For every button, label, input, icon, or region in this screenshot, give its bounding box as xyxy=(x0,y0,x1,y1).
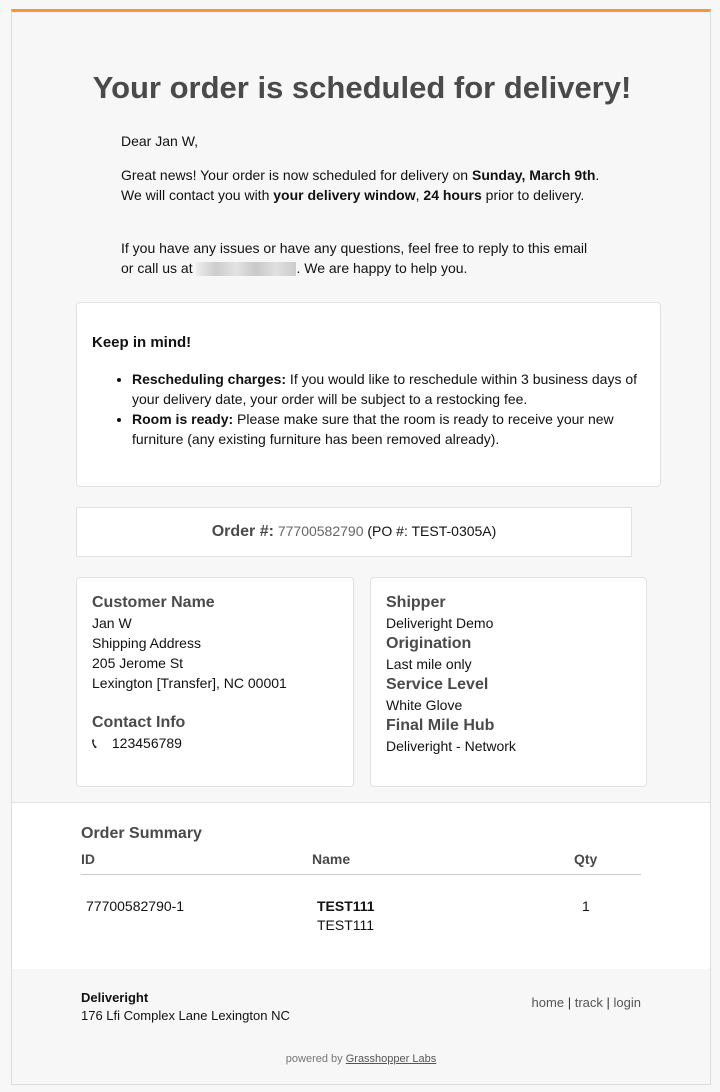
po-number: (PO #: TEST-0305A) xyxy=(367,523,497,539)
customer-name-label: Customer Name xyxy=(92,594,215,611)
header-id: ID xyxy=(81,851,95,867)
phone: 📞︎ 123456789 xyxy=(92,735,182,751)
order-summary xyxy=(12,802,710,969)
track-link[interactable]: track xyxy=(574,995,603,1010)
page-title: Your order is scheduled for delivery! xyxy=(92,70,632,105)
list-item: • Rescheduling charges: If you would like to reschedule within 3 business days of your delivery date, your order will be subject to a restocking fee. xyxy=(132,369,652,409)
row-qty: 1 xyxy=(582,898,590,914)
hub-label: Final Mile Hub xyxy=(386,717,495,734)
phone-icon: 📞︎ xyxy=(92,735,97,751)
header-name: Name xyxy=(312,851,351,867)
service-label: Service Level xyxy=(386,676,489,693)
origination-label: Origination xyxy=(386,635,472,652)
contact-label: Contact Info xyxy=(92,714,186,731)
summary-title: Order Summary xyxy=(81,825,202,842)
order-number-box xyxy=(76,507,632,557)
origination: Last mile only xyxy=(386,656,472,672)
header-qty: Qty xyxy=(574,851,598,867)
login-link[interactable]: login xyxy=(613,995,641,1010)
home-link[interactable]: home xyxy=(531,995,565,1010)
street: 205 Jerome St xyxy=(92,655,184,671)
shipper-label: Shipper xyxy=(386,594,446,611)
redacted-phone xyxy=(196,262,296,276)
greeting: Dear Jan W, xyxy=(121,133,199,149)
footer-links: home | track | login xyxy=(531,995,641,1010)
email-container xyxy=(11,9,711,1085)
row-id: 77700582790-1 xyxy=(86,898,185,914)
keep-in-mind-box xyxy=(76,302,661,487)
powered-by: powered by Grasshopper Labs xyxy=(285,1053,437,1065)
customer-name: Jan W xyxy=(92,615,132,631)
address-label: Shipping Address xyxy=(92,635,201,651)
order-number: 77700582790 xyxy=(277,523,364,539)
keep-in-mind-title: Keep in mind! xyxy=(92,334,192,351)
shipment-card xyxy=(370,577,647,787)
shipper: Deliveright Demo xyxy=(386,615,494,631)
customer-card xyxy=(76,577,354,787)
help-paragraph: If you have any issues or have any questions, feel free to reply to this email or call us at . We are happy to help you. xyxy=(121,240,588,276)
divider xyxy=(81,874,641,875)
row-name: TEST111 TEST111 xyxy=(317,898,375,933)
delivery-paragraph: Great news! Your order is now scheduled for delivery on Sunday, March 9th. We will contact you with your delivery window, 24 hours prior to delivery. xyxy=(121,167,600,203)
order-label: Order #: xyxy=(211,523,274,540)
hub: Deliveright - Network xyxy=(386,738,516,754)
service-level: White Glove xyxy=(386,697,463,713)
city: Lexington [Transfer], NC 00001 xyxy=(92,675,287,691)
footer-company: Deliveright 176 Lfi Complex Lane Lexington NC xyxy=(81,990,290,1023)
list-item: • Room is ready: Please make sure that the room is ready to receive your new furniture (any existing furniture has been removed already). xyxy=(132,409,652,449)
grasshopper-link[interactable]: Grasshopper Labs xyxy=(345,1053,437,1065)
